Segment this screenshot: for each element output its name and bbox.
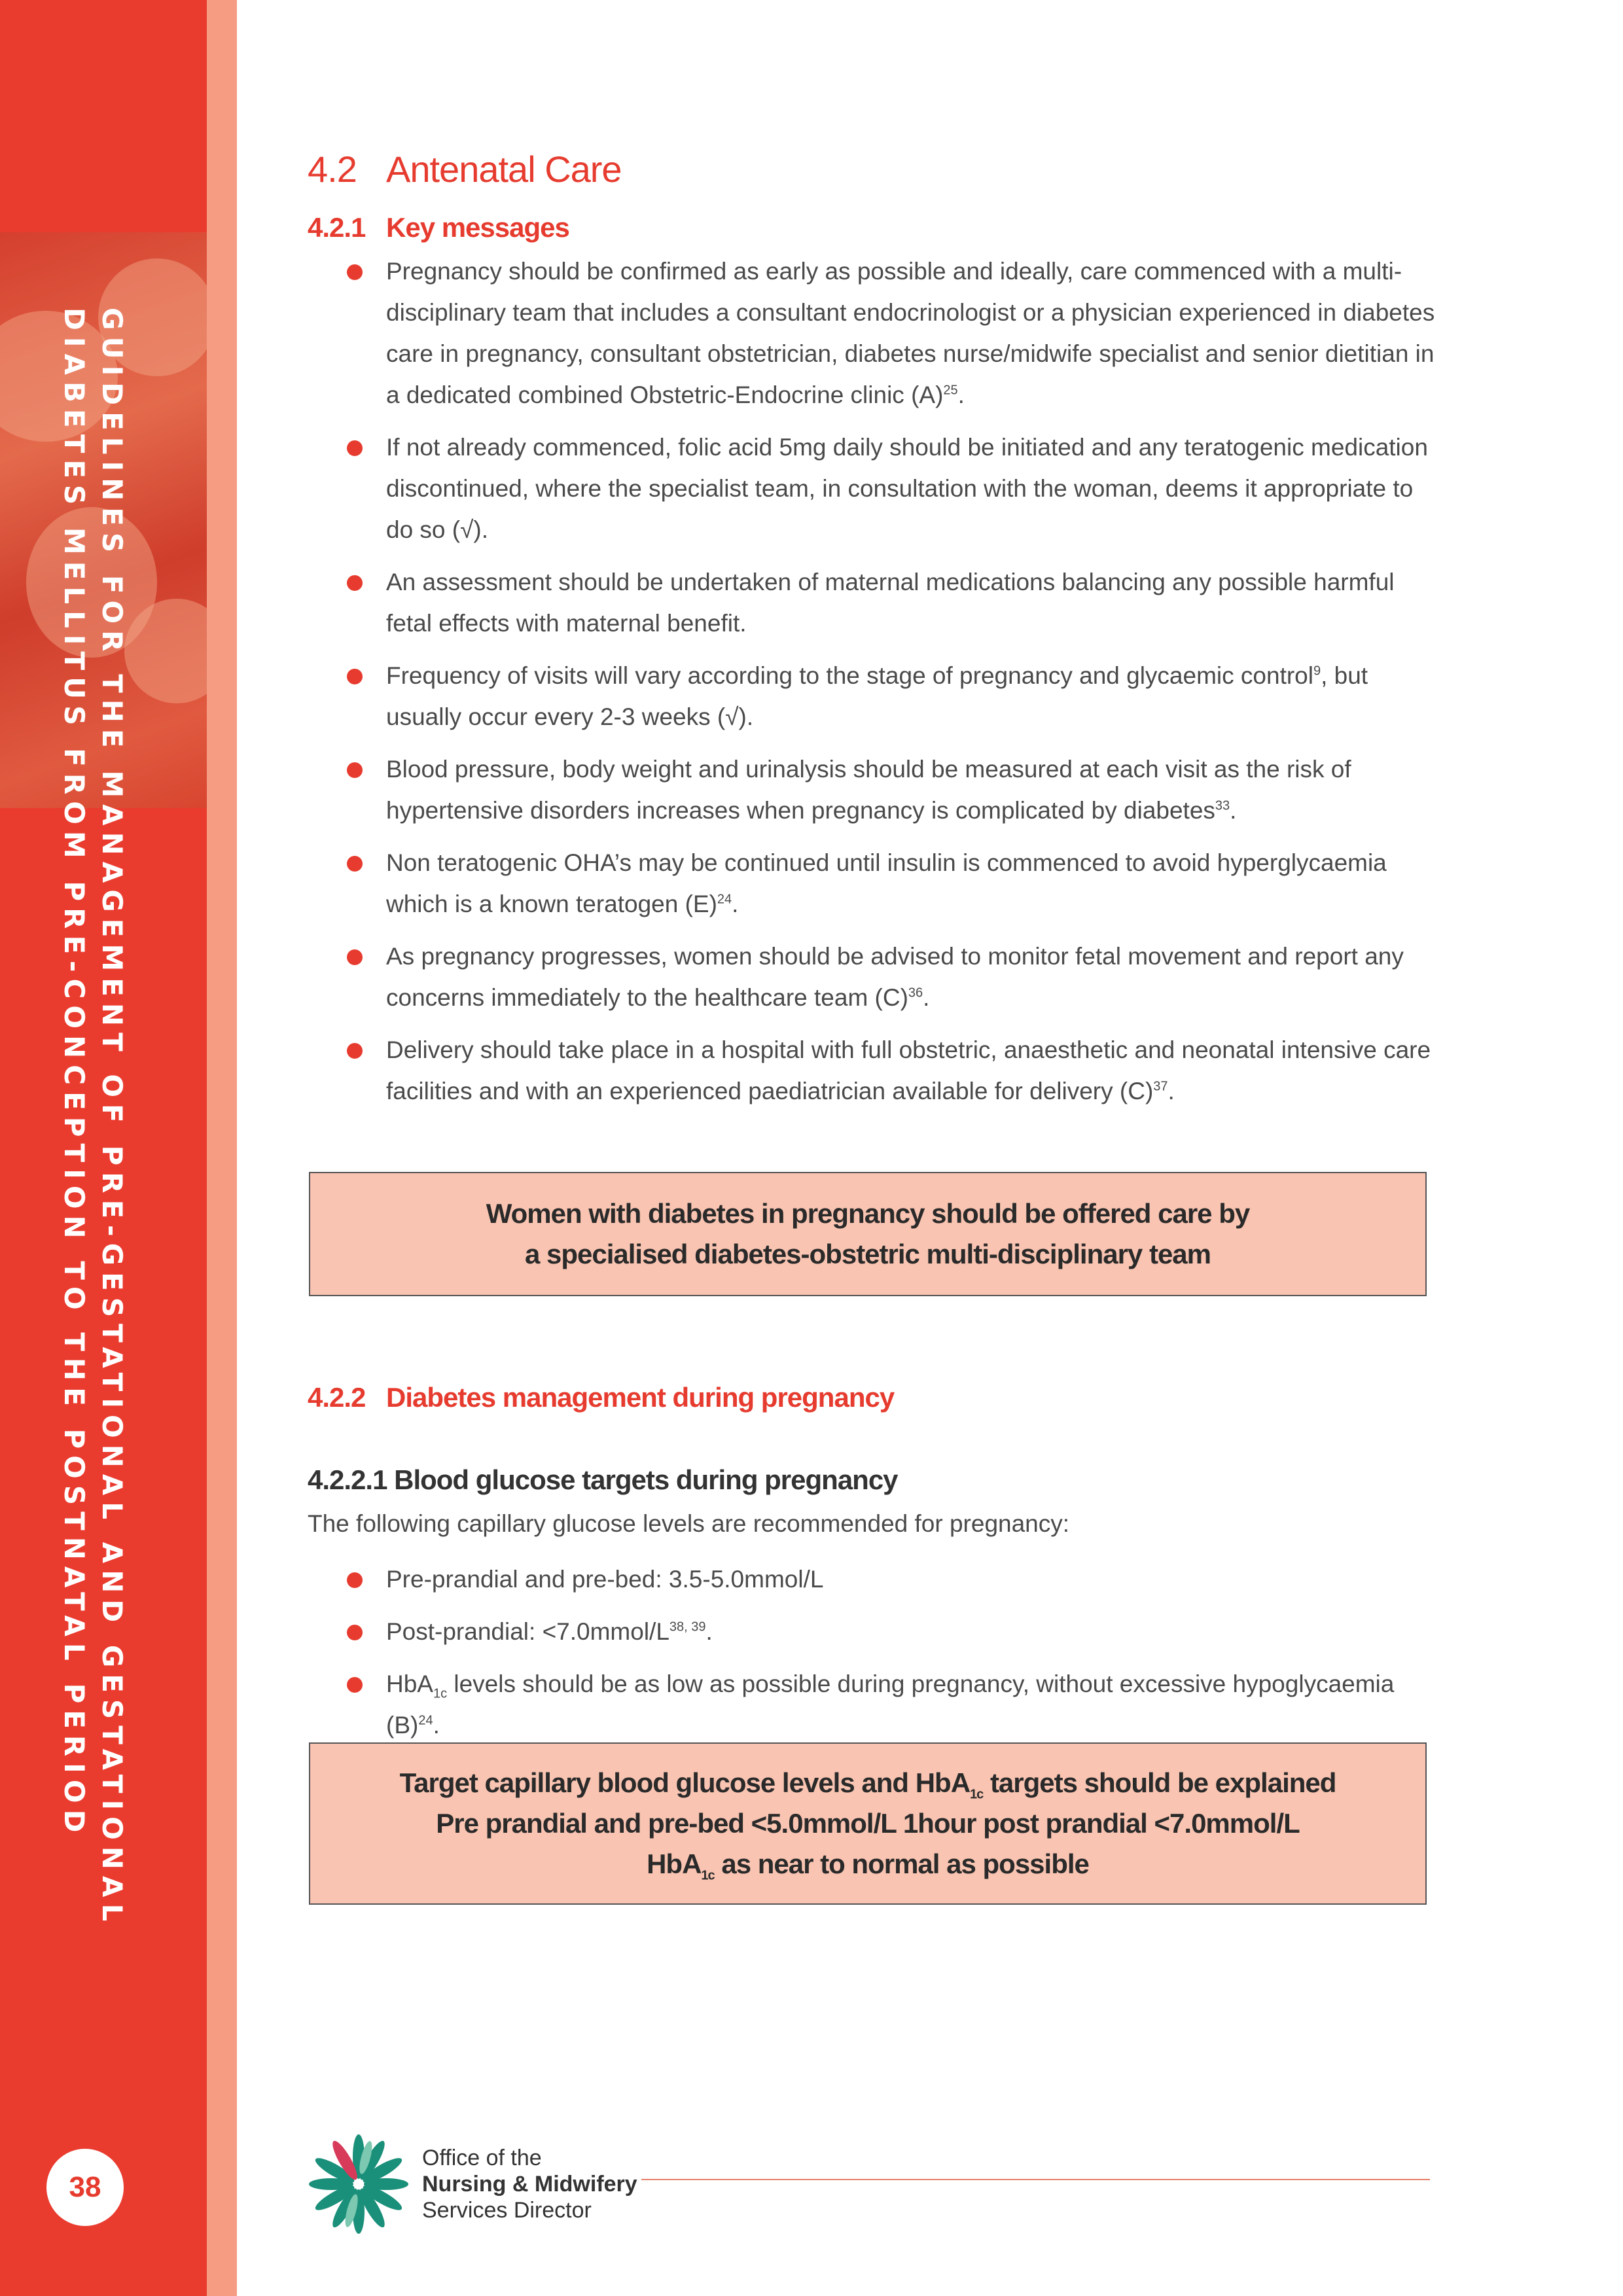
list-item: Blood pressure, body weight and urinalysis should be measured at each visit as the risk of hypertensive disorders increases when pregnancy is complicated by diabetes$^{33}$. (347, 749, 1446, 831)
callout-line: Women with diabetes in pregnancy should be offered care by (486, 1198, 1250, 1229)
callout-line: Target capillary blood glucose levels and HbA$_{1c}$ targets should be explained (399, 1767, 1336, 1802)
bullet-icon (347, 264, 363, 280)
list-item: If not already commenced, folic acid 5mg daily should be initiated and any teratogenic medication discontinued, where the specialist team, in consultation with the woman, deems it appropriate to do so (√). (347, 427, 1446, 550)
bullet-icon (347, 1625, 363, 1640)
callout-line: a specialised diabetes-obstetric multi-disciplinary team (524, 1239, 1211, 1269)
callout-line: HbA$_{1c}$ as near to normal as possible (647, 1848, 1089, 1883)
bullet-icon (347, 575, 363, 591)
sidebar-vertical-title (39, 308, 131, 1928)
diabetes-management-heading (308, 1382, 894, 1413)
page-number: 38 (46, 2149, 124, 2226)
sidebar-title-line-1: GUIDELINES FOR THE MANAGEMENT OF PRE-GESTATIONAL AND GESTATIONAL (96, 308, 128, 1928)
bullet-icon (347, 440, 363, 456)
section-number: 4.2 (308, 149, 357, 190)
footer-line: Nursing & Midwifery (422, 2172, 637, 2197)
glucose-targets-intro: The following capillary glucose levels are recommended for pregnancy: (308, 1510, 1070, 1537)
key-messages-list (347, 251, 1446, 1123)
list-item: Delivery should take place in a hospital with full obstetric, anaesthetic and neonatal intensive care facilities and with an experienced paediatrician available for delivery $(C)^{37}$. (347, 1029, 1446, 1112)
section-title: Antenatal Care (386, 149, 622, 190)
glucose-targets-heading: 4.2.2.1 Blood glucose targets during pregnancy (308, 1464, 898, 1495)
list-item: An assessment should be undertaken of maternal medications balancing any possible harmful fetal effects with maternal benefit. (347, 561, 1446, 644)
starburst-logo-icon (306, 2132, 411, 2236)
bullet-icon (347, 856, 363, 872)
callout-line: Pre prandial and pre-bed <5.0mmol/L 1hour post prandial <7.0mmol/L (436, 1808, 1300, 1839)
diabetes-management-title: Diabetes management during pregnancy (386, 1382, 895, 1413)
glucose-targets-list (347, 1559, 1446, 1757)
footer-line: Office of the (422, 2146, 542, 2170)
bullet-icon (347, 1043, 363, 1059)
section-heading (308, 148, 622, 190)
sidebar-stripe (207, 0, 237, 2296)
bullet-icon (347, 1677, 363, 1693)
bullet-icon (347, 669, 363, 684)
list-item: Frequency of visits will vary according to the stage of pregnancy and glycaemic control$^9$, but usually occur every 2-3 weeks (√). (347, 655, 1446, 737)
sidebar-title-line-2: DIABETES MELLITUS FROM PRE-CONCEPTION TO THE POSTNATAL PERIOD (58, 308, 90, 1839)
bullet-icon (347, 949, 363, 965)
key-messages-number: 4.2.1 (308, 212, 366, 243)
callout-box-targets (309, 1742, 1427, 1905)
callout-box-care (309, 1172, 1427, 1296)
diabetes-management-number: 4.2.2 (308, 1382, 366, 1413)
footer-line: Services Director (422, 2198, 592, 2223)
list-item: HbA$_{1c}$ levels should be as low as possible during pregnancy, without excessive hypoglycaemia $(B)^{24}$. (347, 1663, 1446, 1746)
list-item: Post-prandial: $<7.0mmol/L^{38, 39}$. (347, 1611, 1446, 1652)
bullet-icon (347, 762, 363, 778)
list-item: As pregnancy progresses, women should be advised to monitor fetal movement and report any concerns immediately to the healthcare team $(C)^{36}$. (347, 936, 1446, 1018)
key-messages-heading (308, 212, 569, 243)
list-item: Non teratogenic OHA’s may be continued until insulin is commenced to avoid hyperglycaemia which is a known teratogen $(E)^{24}$. (347, 842, 1446, 925)
key-messages-title: Key messages (386, 212, 569, 243)
list-item: Pre-prandial and pre-bed: 3.5-5.0mmol/L (347, 1559, 1446, 1600)
list-item: Pregnancy should be confirmed as early as possible and ideally, care commenced with a multi-disciplinary team that includes a consultant endocrinologist or a physician experienced in diabetes care in pregnancy, consultant obstetrician, diabetes nurse/midwife specialist and senior dietitian in a dedicated combined Obstetric-Endocrine clinic $(A)^{25}$. (347, 251, 1446, 415)
footer-organisation (422, 2145, 637, 2223)
bullet-icon (347, 1572, 363, 1588)
footer-divider (641, 2179, 1430, 2180)
